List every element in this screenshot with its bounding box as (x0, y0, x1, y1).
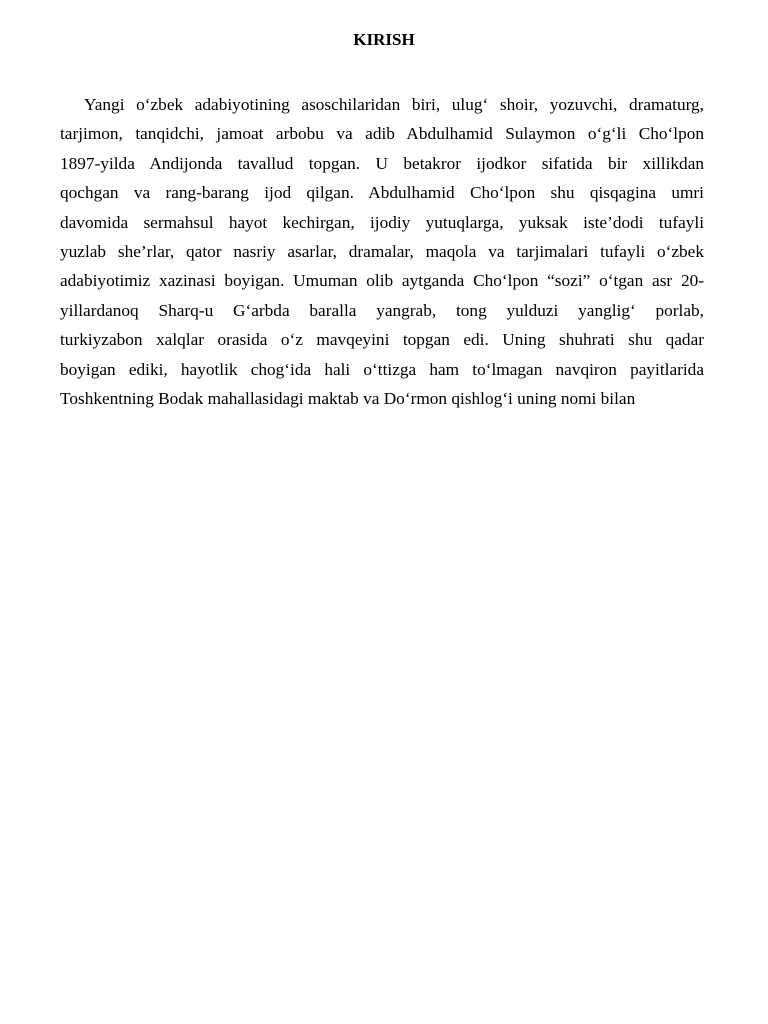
paragraph-line: Toshkentning Bodak mahallasidagi maktab va Do‘rmon qishlog‘i uning nomi bilan (60, 389, 636, 409)
paragraph-line: davomida sermahsul hayot kechirgan, ijodiy yutuqlarga, yuksak iste’dodi tufayli (60, 212, 704, 232)
paragraph-line: 1897-yilda Andijonda tavallud topgan. U betakror ijodkor sifatida bir xillikdan (60, 153, 704, 173)
paragraph-line: tarjimon, tanqidchi, jamoat arbobu va adib Abdulhamid Sulaymon o‘g‘li Cho‘lpon (60, 124, 704, 144)
body-paragraph (60, 90, 704, 413)
paragraph-line: yuzlab she’rlar, qator nasriy asarlar, dramalar, maqola va tarjimalari tufayli o‘zbek (60, 242, 704, 262)
page-title: KIRISH (353, 30, 415, 49)
paragraph-line: adabiyotimiz xazinasi boyigan. Umuman olib aytganda Cho‘lpon “sozi” o‘tgan asr 20- (60, 271, 704, 291)
paragraph-line: Yangi o‘zbek adabiyotining asoschilaridan biri, ulug‘ shoir, yozuvchi, dramaturg, (84, 95, 704, 114)
paragraph-line: boyigan ediki, hayotlik chog‘ida hali o‘ttizga ham to‘lmagan navqiron payitlarida (60, 359, 704, 379)
paragraph-line: yillardanoq Sharq-u G‘arbda baralla yangrab, tong yulduzi yanglig‘ porlab, (60, 300, 704, 320)
paragraph-line: qochgan va rang-barang ijod qilgan. Abdulhamid Cho‘lpon shu qisqagina umri (60, 183, 704, 203)
paragraph-line: turkiyzabon xalqlar orasida o‘z mavqeyini topgan edi. Uning shuhrati shu qadar (60, 330, 704, 350)
